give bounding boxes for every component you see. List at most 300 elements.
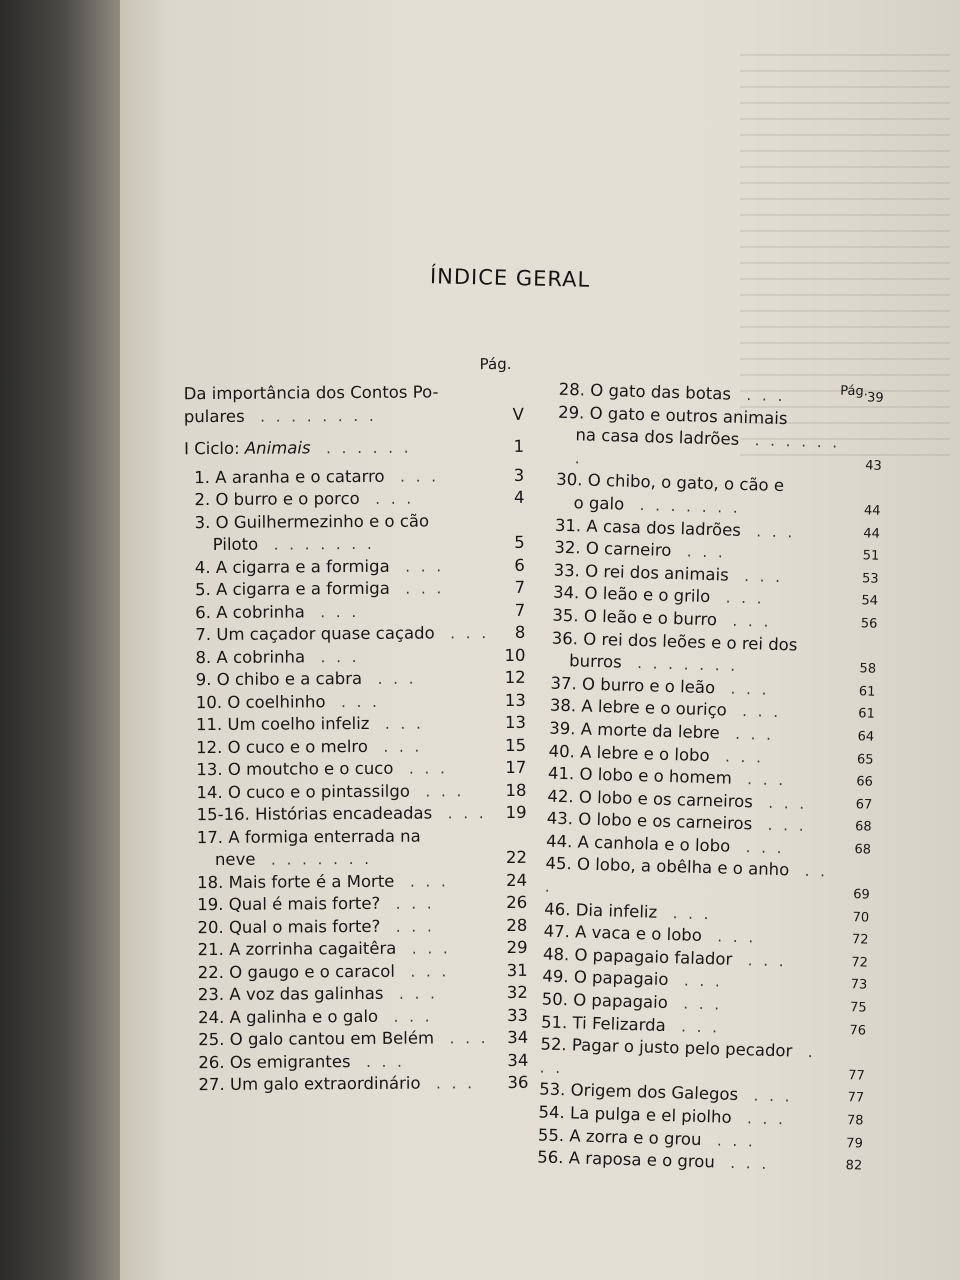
toc-entry: [186, 667, 526, 692]
toc-entry-text: [198, 960, 494, 985]
toc-entry: [184, 487, 524, 512]
toc-entry-page: 12: [504, 667, 526, 687]
toc-entry: [188, 1004, 528, 1029]
toc-entry-title: A cigarra e a formiga: [215, 556, 390, 577]
toc-entry-number: 22.: [197, 962, 230, 982]
toc-entry-number: 5.: [194, 579, 217, 600]
toc-intro-page: V: [512, 404, 524, 424]
toc-entry-title: O gato das botas: [589, 380, 732, 404]
leader-dots: . . .: [384, 466, 440, 486]
leader-dots: . . .: [394, 961, 450, 981]
toc-entry-number: 49.: [542, 966, 575, 987]
toc-entry: [188, 959, 528, 984]
toc-entry-title: Um galo extraordinário: [229, 1073, 421, 1094]
toc-entry-number: 44.: [545, 831, 578, 852]
leader-dots: . . .: [420, 1074, 476, 1093]
toc-entry: [185, 644, 525, 669]
toc-entry-text: [195, 555, 491, 580]
toc-entry-title-cont: burros: [568, 651, 622, 672]
toc-entry-title: A aranha e o catarro: [215, 466, 385, 487]
toc-entry-title-cont: neve: [214, 849, 256, 869]
toc-entry-title: O papagaio: [573, 967, 669, 990]
toc-entry-text: [198, 1050, 494, 1075]
toc-entry-page: 44: [863, 503, 881, 519]
toc-entry-text: [196, 757, 492, 782]
toc-entry-page: 29: [506, 937, 528, 957]
toc-entry-page: 75: [849, 1000, 867, 1016]
leader-dots: . . .: [752, 793, 808, 813]
toc-entry-title: A cigarra e a formiga: [215, 578, 390, 599]
toc-entry-text: [195, 645, 491, 670]
toc-entry-page: 18: [505, 780, 527, 800]
leader-dots: . . .: [714, 1153, 770, 1174]
toc-entry-title: Os emigrantes: [229, 1051, 351, 1072]
toc-entry-page: 44: [863, 525, 881, 542]
toc-entry-page: 6: [514, 555, 525, 575]
leader-dots: . . . . . . .: [258, 534, 375, 554]
toc-entry-title: O chibo, o gato, o cão e: [587, 470, 785, 496]
toc-intro: [184, 381, 524, 406]
toc-cycle-page: 1: [513, 436, 525, 456]
toc-entry-number: 48.: [542, 944, 575, 965]
toc-entry-continuation: [185, 532, 525, 557]
toc-entry-title: O leão e o burro: [583, 606, 718, 630]
toc-entry-title: A vaca e o lobo: [574, 922, 703, 946]
book-gutter: [0, 0, 140, 1280]
leader-dots: . . .: [671, 542, 727, 562]
leader-dots: . . .: [409, 781, 465, 801]
toc-entry: [187, 914, 527, 939]
leader-dots: . . .: [304, 602, 360, 621]
leader-dots: . . .: [389, 556, 445, 576]
toc-entry-page: 8: [514, 622, 526, 642]
toc-entry-number: 32.: [554, 537, 587, 558]
toc-entry-page: 5: [514, 532, 525, 552]
toc-entry-page: 19: [505, 802, 527, 822]
toc-entry-text: [197, 870, 493, 895]
toc-entry-number: 52.: [540, 1034, 573, 1055]
toc-entry-title: O lobo e o homem: [579, 764, 733, 788]
toc-entry-number: 4.: [194, 557, 216, 577]
page-column-header: Pág.: [479, 354, 512, 374]
leader-dots: . . .: [737, 1086, 793, 1106]
toc-entry-page: 43: [864, 458, 882, 474]
toc-entry-title: O lobo e os carneiros: [578, 809, 753, 834]
toc-entry-page: 78: [846, 1113, 864, 1129]
toc-entry-title: O papagaio: [572, 990, 669, 1013]
toc-entry-page: 7: [514, 577, 526, 597]
toc-entry-text: [196, 735, 492, 760]
toc-entry-number: 51.: [540, 1012, 573, 1033]
toc-entry-page: 70: [852, 909, 870, 926]
leader-dots: . . .: [656, 903, 712, 923]
leader-dots: . . .: [305, 647, 360, 666]
toc-entry-page: 36: [507, 1072, 529, 1092]
toc-entry-title: O leão e o grilo: [584, 583, 711, 607]
toc-entry-number: 46.: [543, 899, 577, 920]
leader-dots: . . .: [714, 678, 770, 699]
toc-entry-page: 17: [505, 757, 527, 777]
toc-entry-title: Origem dos Galegos: [570, 1080, 739, 1105]
toc-entry-number: 8.: [195, 647, 217, 667]
toc-entry-page: 68: [854, 842, 872, 858]
toc-entry-number: 45.: [545, 854, 578, 874]
toc-entry-number: 34.: [552, 583, 585, 603]
toc-entry-text: [198, 1072, 494, 1097]
leader-dots: . . . . . . .: [574, 431, 849, 468]
toc-entry-text: [196, 690, 492, 715]
toc-entry-title: O cuco e o melro: [227, 736, 368, 757]
toc-entry-number: 31.: [554, 515, 587, 536]
toc-entry-number: 18.: [197, 872, 229, 892]
toc-entry-page: 67: [855, 796, 873, 813]
toc-entry: [186, 712, 526, 737]
toc-entry-page: 61: [858, 706, 876, 723]
leader-dots: . . .: [362, 669, 417, 688]
toc-entry: [185, 599, 525, 624]
toc-entry: [186, 779, 526, 804]
toc-entry-number: 17.: [196, 827, 229, 847]
toc-entry-page: 66: [856, 774, 874, 790]
toc-entry-title: O burro e o porco: [215, 488, 360, 509]
toc-entry: [184, 464, 524, 489]
leader-dots: . . .: [380, 894, 435, 913]
leader-dots: . . .: [751, 815, 807, 836]
leader-dots: . . .: [378, 1006, 433, 1026]
toc-entry-text: [540, 1034, 830, 1087]
leader-dots: . . .: [731, 1108, 787, 1129]
toc-entry-page: 33: [506, 1005, 529, 1025]
toc-entry-number: 41.: [547, 763, 580, 784]
toc-cycle-title: [184, 436, 490, 461]
toc-entry-title: O coelhinho: [227, 691, 326, 712]
leader-dots: . . .: [730, 385, 786, 406]
leader-dots: . . .: [729, 837, 785, 858]
toc-entry-continuation: [187, 847, 527, 872]
toc-entry: [185, 509, 525, 534]
toc-entry-number: 7.: [195, 624, 217, 645]
toc-entry-page: 39: [866, 390, 884, 406]
toc-entry-number: 2.: [194, 489, 216, 510]
leader-dots: . . . . . . . .: [244, 406, 377, 426]
toc-entry-page: 34: [507, 1027, 529, 1047]
toc-entry-title: O chibo e a cabra: [216, 668, 363, 689]
toc-entry-page: 28: [506, 915, 528, 935]
page-title: ÍNDICE GERAL: [429, 264, 591, 292]
toc-entry-number: 3.: [194, 512, 216, 532]
toc-entry-page: 68: [854, 819, 872, 835]
toc-entry-title: O gaugo e o caracol: [229, 961, 395, 982]
toc-entry-title: Ti Felizarda: [572, 1013, 666, 1035]
toc-entry-title: O Guilhermezinho e o cão: [215, 510, 430, 532]
leader-dots: . . . . . . .: [621, 653, 739, 675]
leader-dots: . . . . . .: [310, 438, 412, 458]
toc-entry-page: 58: [859, 661, 877, 677]
leader-dots: . . .: [668, 971, 724, 991]
toc-entry: [188, 1049, 528, 1074]
toc-cycle: [184, 436, 524, 461]
toc-entry-number: 39.: [549, 718, 582, 739]
toc-entry: [187, 937, 527, 962]
toc-entry-page: 72: [851, 932, 869, 948]
toc-entry-number: 10.: [195, 692, 228, 712]
toc-entry-text: [197, 937, 493, 962]
toc-entry-number: 15-16.: [196, 804, 256, 825]
toc-entry-number: 28.: [558, 379, 591, 400]
leader-dots: . . .: [396, 939, 451, 958]
cycle-label: I Ciclo:: [183, 438, 245, 459]
toc-entry-number: 1.: [194, 467, 216, 487]
leader-dots: . . .: [434, 1029, 489, 1048]
toc-entry-text-cont: [215, 847, 493, 871]
toc-entry-page: 32: [506, 982, 528, 1002]
toc-entry-title: O cuco e o pintassilgo: [227, 781, 410, 802]
toc-entry-page: 31: [506, 960, 528, 980]
leader-dots: . . . . . . .: [623, 495, 741, 517]
toc-entry-number: 38.: [549, 695, 582, 716]
toc-entry-page: 73: [850, 977, 868, 994]
toc-entry-text: [194, 465, 490, 490]
toc-entry-number: 42.: [547, 786, 580, 807]
toc-entry-title: Um caçador quase caçado: [216, 623, 435, 644]
toc-entry-title: A morte da lebre: [580, 719, 720, 743]
toc-entry-page: 61: [858, 683, 876, 700]
toc-entry-title: A formiga enterrada na: [228, 826, 421, 847]
toc-entry-number: 27.: [198, 1074, 231, 1095]
toc-entry-title: O rei dos leões e o rei dos: [583, 629, 798, 655]
toc-entry-number: 6.: [195, 602, 217, 622]
toc-left-entries: [184, 464, 528, 1096]
toc-entry-page: 24: [506, 870, 528, 890]
toc-entry-number: 36.: [551, 628, 584, 649]
toc-entry-page: 26: [506, 892, 528, 912]
toc-entry-number: 11.: [195, 714, 228, 735]
toc-entry-page: 3: [513, 465, 525, 485]
leader-dots: . . .: [367, 737, 423, 756]
toc-entry-number: 33.: [553, 560, 586, 581]
leader-dots: . . .: [740, 521, 796, 541]
toc-entry-title: Qual o mais forte?: [228, 916, 381, 937]
toc-entry: [186, 734, 526, 759]
toc-entry-page: 64: [857, 729, 875, 745]
leader-dots: . . .: [359, 489, 415, 508]
toc-entry-text: [197, 802, 493, 827]
leader-dots: . . .: [325, 692, 380, 711]
toc-entry-page: 54: [861, 593, 879, 610]
toc-entry-number: 55.: [537, 1125, 570, 1145]
toc-entry-title: Dia infeliz: [575, 900, 658, 922]
toc-entry: [185, 554, 525, 579]
toc-entry-number: 25.: [198, 1029, 230, 1050]
toc-entry-title: O carneiro: [585, 538, 672, 561]
toc-entry-title: A galinha e o galo: [229, 1006, 379, 1027]
toc-entry-title: A zorra e o grou: [569, 1125, 702, 1149]
toc-entry-text: [196, 712, 492, 737]
toc-right-entries: [527, 378, 884, 1178]
leader-dots: . . .: [383, 984, 438, 1003]
page-column-header: Pág.: [840, 383, 869, 400]
toc-entry: [187, 824, 527, 849]
toc-entry-number: 24.: [197, 1007, 230, 1027]
toc-intro-title: Da importância dos Contos Po-: [183, 382, 439, 404]
toc-entry-title: O rei dos animais: [584, 561, 729, 585]
toc-entry-title: A canhola e o lobo: [577, 832, 731, 856]
toc-entry-title: A lebre e o ouriço: [581, 696, 728, 720]
leader-dots: . . .: [719, 724, 775, 744]
toc-entry-title: Histórias encadeadas: [254, 803, 433, 824]
toc-intro-title-cont: [184, 404, 490, 429]
toc-entry-text: [198, 1005, 494, 1030]
leader-dots: . . .: [709, 746, 765, 767]
toc-entry-title: O moutcho e o cuco: [227, 758, 394, 779]
toc-entry: [187, 892, 527, 917]
toc-entry-text: [194, 487, 490, 512]
book-page: [120, 0, 960, 1280]
toc-entry: [186, 757, 526, 782]
leader-dots: . . .: [350, 1052, 405, 1071]
toc-entry-title: A lebre e o lobo: [579, 741, 710, 765]
toc-entry-page: 76: [849, 1022, 867, 1039]
toc-entry-page: 79: [846, 1135, 864, 1152]
toc-entry-number: 53.: [538, 1079, 571, 1100]
toc-entry-title: Mais forte é a Morte: [228, 871, 395, 892]
toc-entry-title: Pagar o justo pelo pecador: [571, 1035, 793, 1061]
leader-dots: . . .: [432, 804, 487, 823]
toc-entry-number: 13.: [196, 759, 228, 780]
toc-entry: [188, 982, 528, 1007]
toc-entry-title: O lobo e os carneiros: [578, 787, 754, 812]
toc-entry-title: Um coelho infeliz: [227, 713, 370, 734]
leader-dots: . . .: [726, 701, 782, 722]
toc-entry-page: 34: [507, 1050, 529, 1070]
toc-entry: [185, 577, 525, 602]
toc-left-column: [183, 355, 528, 1097]
toc-entry-page: 10: [504, 645, 526, 665]
toc-entry-text: [195, 600, 491, 625]
leader-dots: . . .: [667, 994, 723, 1014]
leader-dots: . . .: [380, 916, 435, 936]
toc-entry-page: 77: [847, 1067, 865, 1084]
leader-dots: . . .: [544, 861, 837, 896]
leader-dots: . . .: [701, 927, 757, 947]
leader-dots: . . .: [701, 1130, 757, 1151]
toc-entry-page: 56: [860, 616, 878, 632]
toc-entry-number: 54.: [538, 1102, 571, 1123]
toc-entry-title-cont: na casa dos ladrões: [575, 425, 740, 449]
toc-entry: [185, 622, 525, 647]
toc-entry-title: O burro e o leão: [581, 674, 716, 697]
toc-entry-number: 37.: [550, 673, 583, 694]
leader-dots: . . .: [709, 588, 765, 608]
toc-entry-page: 22: [505, 847, 527, 867]
leader-dots: . . .: [665, 1016, 721, 1037]
leader-dots: . . .: [732, 950, 787, 971]
toc-entry-title: O papagaio falador: [574, 945, 733, 969]
toc-entry-number: 21.: [197, 939, 230, 960]
toc-entry-title: La pulga e el piolho: [569, 1103, 732, 1127]
toc-entry-text: [195, 577, 491, 602]
leader-dots: . . .: [434, 624, 490, 643]
toc-entry-title: A cobrinha: [216, 646, 306, 667]
toc-entry-page: 13: [504, 712, 527, 732]
toc-entry-page: 69: [853, 887, 870, 903]
toc-entry-text-cont: [213, 532, 491, 556]
toc-entry-number: 12.: [196, 737, 228, 757]
toc-entry-title: Qual é mais forte?: [228, 893, 381, 914]
toc-entry-number: 26.: [198, 1052, 230, 1072]
toc-entry-title-cont: o galo: [573, 493, 625, 514]
toc-entry-title: A voz das galinhas: [229, 983, 384, 1004]
toc-entry-number: 23.: [197, 984, 230, 1005]
toc-entry-text: [198, 982, 494, 1007]
toc-entry-text: [197, 825, 493, 850]
toc-intro-cont: [184, 403, 524, 428]
toc-entry-page: 72: [851, 954, 869, 971]
toc-entry-number: 50.: [541, 989, 574, 1010]
toc-entry-number: 9.: [195, 669, 217, 690]
toc-entry-text: [197, 892, 493, 917]
toc-entry-text: [545, 853, 835, 906]
toc-entry-title: A cobrinha: [216, 601, 305, 622]
toc-entry-title: O lobo, a obêlha e o anho: [576, 854, 790, 880]
toc-entry-page: 53: [861, 571, 879, 587]
leader-dots: . . .: [369, 714, 424, 733]
toc-entry-title: O galo cantou em Belém: [229, 1028, 435, 1049]
leader-dots: . . .: [716, 611, 772, 631]
toc-entry-title: A raposa e o grou: [568, 1148, 716, 1172]
toc-entry-title-cont: Piloto: [212, 534, 259, 554]
toc-entry-text-cont: [575, 424, 847, 477]
toc-entry-page: 77: [847, 1090, 865, 1106]
toc-right-column: [527, 375, 884, 1178]
leader-dots: . . .: [389, 579, 445, 598]
toc-entry-text: [196, 780, 492, 805]
toc-entry: [188, 1072, 528, 1097]
toc-entry-number: 56.: [537, 1147, 570, 1168]
toc-entry-title: A zorrinha cagaitêra: [228, 938, 397, 959]
toc-entry-number: 20.: [197, 917, 229, 937]
toc-entry-text: [198, 1027, 494, 1052]
toc-entry: [188, 1027, 528, 1052]
toc-entry-number: 19.: [197, 894, 229, 915]
leader-dots: . . .: [394, 871, 449, 891]
leader-dots: . . .: [539, 1042, 824, 1077]
cycle-name: Animais: [244, 438, 311, 458]
toc-entry: [187, 869, 527, 894]
toc-entry-number: 14.: [196, 782, 229, 802]
toc-entry-title: A casa dos ladrões: [586, 516, 742, 540]
leader-dots: . . .: [393, 759, 448, 778]
toc-entry-page: 13: [504, 690, 526, 710]
toc-entry: [187, 802, 527, 827]
toc-entry-text: [197, 915, 493, 940]
leader-dots: . . . . . . .: [255, 849, 373, 869]
toc-entry-number: 30.: [555, 470, 588, 490]
toc-intro-line2: pulares: [183, 406, 245, 426]
toc-entry-page: 82: [845, 1158, 863, 1174]
toc-entry-text: [195, 510, 491, 535]
toc-entry-page: 15: [505, 735, 527, 755]
toc-entry-page: 7: [514, 600, 526, 620]
toc-entry-number: 47.: [543, 921, 576, 942]
toc-entry-number: 29.: [557, 402, 590, 423]
toc-entry-number: 40.: [548, 741, 581, 761]
leader-dots: . . .: [731, 769, 787, 790]
toc-entry-text: [195, 622, 491, 647]
toc-entry-page: 4: [513, 487, 525, 507]
toc-entry-page: 65: [856, 751, 874, 768]
toc-entry-number: 35.: [552, 605, 585, 626]
